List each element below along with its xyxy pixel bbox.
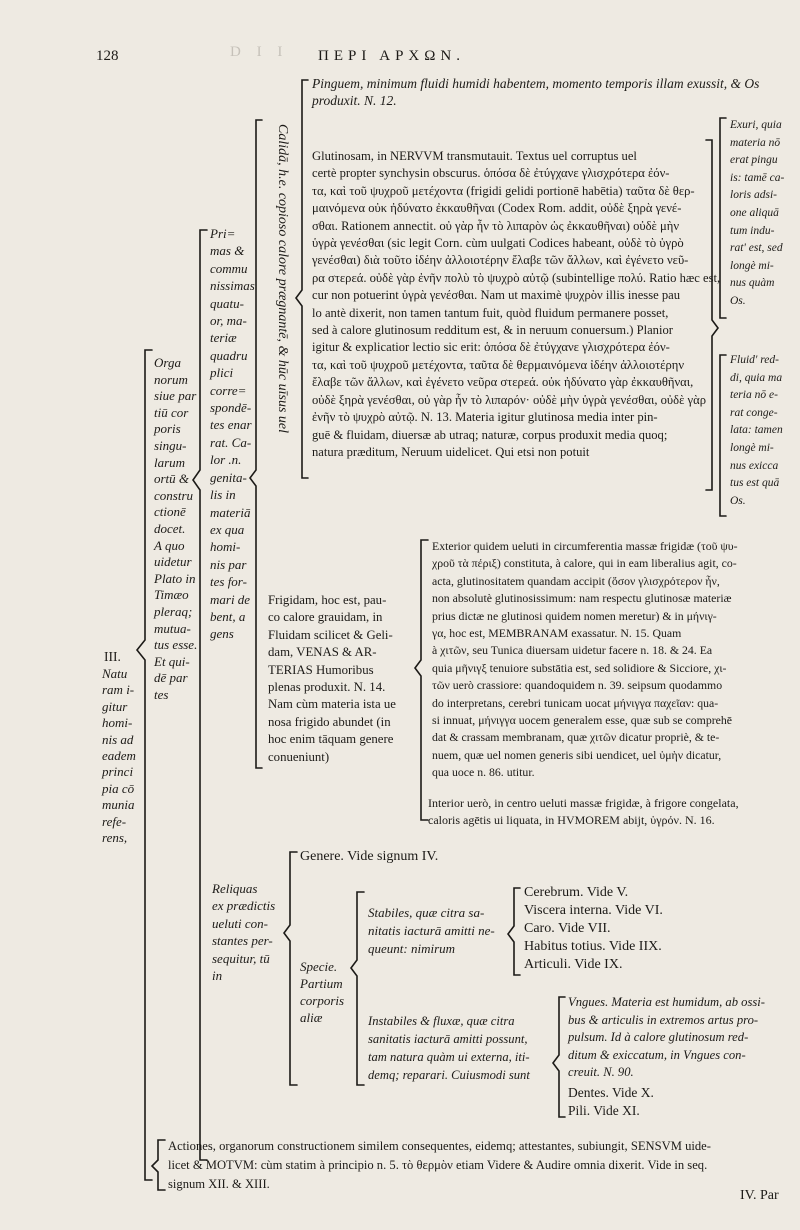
calida-rotated-heading: Calidā, h.e. copioso calore prægnantē, & hūc uīsus uel xyxy=(275,124,290,434)
frigidam-entry: Frigidam, hoc est, pau- co calore grauidam, in Fluidam scilicet & Geli- dam, VENAS & AR- TERIAS Humoribus plenas produxit. N. 14. Nam cùm materia ista ue nosa frigido abundet (in hoc enim tāquam genere conueniunt) xyxy=(268,593,396,764)
fluid-note: Fluid' red- di, quia ma teria nō e- rat conge- lata: tamen longè mi- nus exicca tus est quā Os. xyxy=(730,354,783,507)
pinguem-entry: Pinguem, minimum fluidi humidi habentem, momento temporis illam exussit, & Os produxit. N. 12. xyxy=(312,76,760,109)
stabiles-entry: Stabiles, quæ citra sa- nitatis iacturā amitti ne- queunt: nimirum xyxy=(368,905,495,956)
exterior-entry: Exterior quidem ueluti in circumferentia massæ frigidæ (τοῦ ψυ- χροῦ τὰ πέριξ) constituta, à calore, qui in eam liberalius agit, co- acta, glutinositatem quandam accipit (ὅσον γλισχρότερον ἦν, non absolutè glutinosissimum: nam respectu glutinosæ materiæ prius dictæ ne glutinosi quidem nomen meretur) & in μήνιγ- γα, hoc est, MEMBRANAM exassatur. N. 15. Quam à χιτῶν, seu Tunica diuersam uidetur facere n. 18. & 24. Ea quia μῆνιγξ tenuiore substātia est, sed solidiore & Sicciore, χι- τῶν uerò crassiore: quandoquidem n. 39. seipsum quodammo do interpretans, cerebri tunicam uocat μήνιγγα παχεῖαν: qua- si innuat, μήνιγγα uocem generalem esse, quæ sub se comprehē dat & crassam membranam, quæ χιτῶν dicatur propriè, & te- nuem, quæ uel nomen generis sibi uendicet, uel ὑμὴν dicatur, qua uoce n. 86. utitur. xyxy=(432,539,738,780)
actiones-paragraph: Actiones, organorum constructionem similem consequentes, eidemq; attestantes, subiungit, SENSVM uide- licet & MOTVM: cùm statim à principio n. 5. τὸ θερμὸν etiam Videre & Audire omnia dixerit. Vide in seq. signum XII. & XIII. xyxy=(168,1139,711,1191)
genere-entry: Genere. Vide signum IV. xyxy=(300,849,439,864)
primas-column: Pri= mas & commu nissimas quatu- or, ma- teriæ quadru plici corre= spondē- tes enar rat. Ca- lor .n. genita- lis in materiā ex qua homi- nis par tes for- mari de bent, a gens xyxy=(210,226,255,642)
section-roman-numeral: III. xyxy=(104,649,121,664)
reliquas-entry: Reliquas ex prædictis ueluti con- stantes per- sequitur, tū in xyxy=(212,881,276,984)
natura-column: Natu ram i- gitur homi- nis ad eadem princi pia cō munia refe- rens, xyxy=(102,666,136,846)
stabiles-list: Cerebrum. Vide V. Viscera interna. Vide VI. Caro. Vide VII. Habitus totius. Vide IIX. Articuli. Vide IX. xyxy=(524,885,663,972)
specie-entry: Specie. Partium corporis aliæ xyxy=(300,959,345,1025)
dentes-pili-entry: Dentes. Vide X. Pili. Vide XI. xyxy=(568,1085,654,1118)
ungues-entry: Vngues. Materia est humidum, ab ossi- bus & articulis in extremos artus pro- pulsum. Id à calore glutinosum red- ditum & exiccatum, in Vngues con- creuit. N. 90. xyxy=(568,995,765,1080)
bleed-through-header: D I I xyxy=(230,44,289,60)
interior-entry: Interior uerò, in centro ueluti massæ frigidæ, à frigore congelata, caloris agētis ui liquata, in HVMOREM abijt, ὑγρόν. N. 16. xyxy=(428,796,739,828)
running-title: ΠΕΡΙ ΑΡΧΩΝ. xyxy=(318,48,465,64)
page-number: 128 xyxy=(96,48,119,64)
orga-column: Orga norum siue par tiū cor poris singu- larum ortū & constru ctionē docet. A quo uidetur Plato in Timæo pleraq; mutua- tus esse. Et qui- dē par tes xyxy=(154,355,198,702)
instabiles-entry: Instabiles & fluxæ, quæ citra sanitatis iacturā amitti possunt, tam natura quàm ui externa, iti- demq; reparari. Cuiusmodi sunt xyxy=(368,1014,530,1082)
exuri-note: Exuri, quia materia nō erat pingu is: tamē ca- loris adsi- one aliquā tum indu- rat' est, sed longè mi- nus quàm Os. xyxy=(730,119,785,307)
catchword: IV. Par xyxy=(740,1188,779,1203)
glutinosam-entry: Glutinosam, in NERVVM transmutauit. Textus uel corruptus uel certè propter synchysin obscurus. ὁπόσα δὲ ἐτύγχανε γλισχρότερα ἐόν- τα, καὶ τοῦ ψυχροῦ μετέχοντα (frigidi gelidi portionē habētia) ταῦτα δὲ θερ- μαινόμενα οὐκ ἠδύνατο ἐκκαυθῆναι (Codex Rom. addit, οὐδὲ ξηρὰ γενέ- σθαι. Rationem annectit. οὐ γὰρ ἦν τὸ λιπαρὸν ὡς ἐκκαυθῆναι) οὐδὲ μὴν ὑγρὰ γενέσθαι (sic legit Corn. cùm uulgati Codices habeant, οὐδὲ τὸ ὑγρὸ γενέσθαι) διὰ τοῦτο ἰδέην ἀλλοιοτέρην ἔλαβε τῶν ἄλλων, καὶ ἐγένετο νεῦ- ρα στερεά. οὐδὲ γὰρ ἐνῆν πολὺ τὸ ψυχρὸ αὐτῷ (subintellige πολύ. Ratio hæc est, cur non potuerint ὑγρὰ γενέσθαι. Nam ut maximè ψυχρὸν illis inesse pau lo antè dixerit, non tamen tantum fuit, quòd fluidum permanere posset, sed à calore glutinosum redditum est, & in neruum conuersum.) Planior igitur & explicatior lectio sic erit: ὁπόσα δὲ ἐτύγχανε γλισχρότερα ἐόν- τα, καὶ τοῦ ψυχροῦ μετέχοντα, ταῦτα δὲ θερμαινόμενα ἰδέην ἀλλοιοτέρην ἔλαβε τῶν ἄλλων, καὶ ἐγένετο νεῦρα στερεά. οὐκ ἠδύνατο γὰρ ἐκκαυθῆναι, οὐδὲ ξηρὰ γενέσθαι, οὐ γὰρ ἦν τὸ λιπαρόν· οὐδὲ μὴν ὑγρὰ γενέσθαι, οὐδὲ γὰρ ἐνῆν τὸ ψυχρὸ αὐτῷ. N. 13. Materia igitur glutinosa media inter pin- guē & fluidam, diuersæ ab utraq; naturæ, corpus produxit media quoq; natura præditum, Neruum uidelicet. Qui etsi non potuit xyxy=(312,149,721,459)
